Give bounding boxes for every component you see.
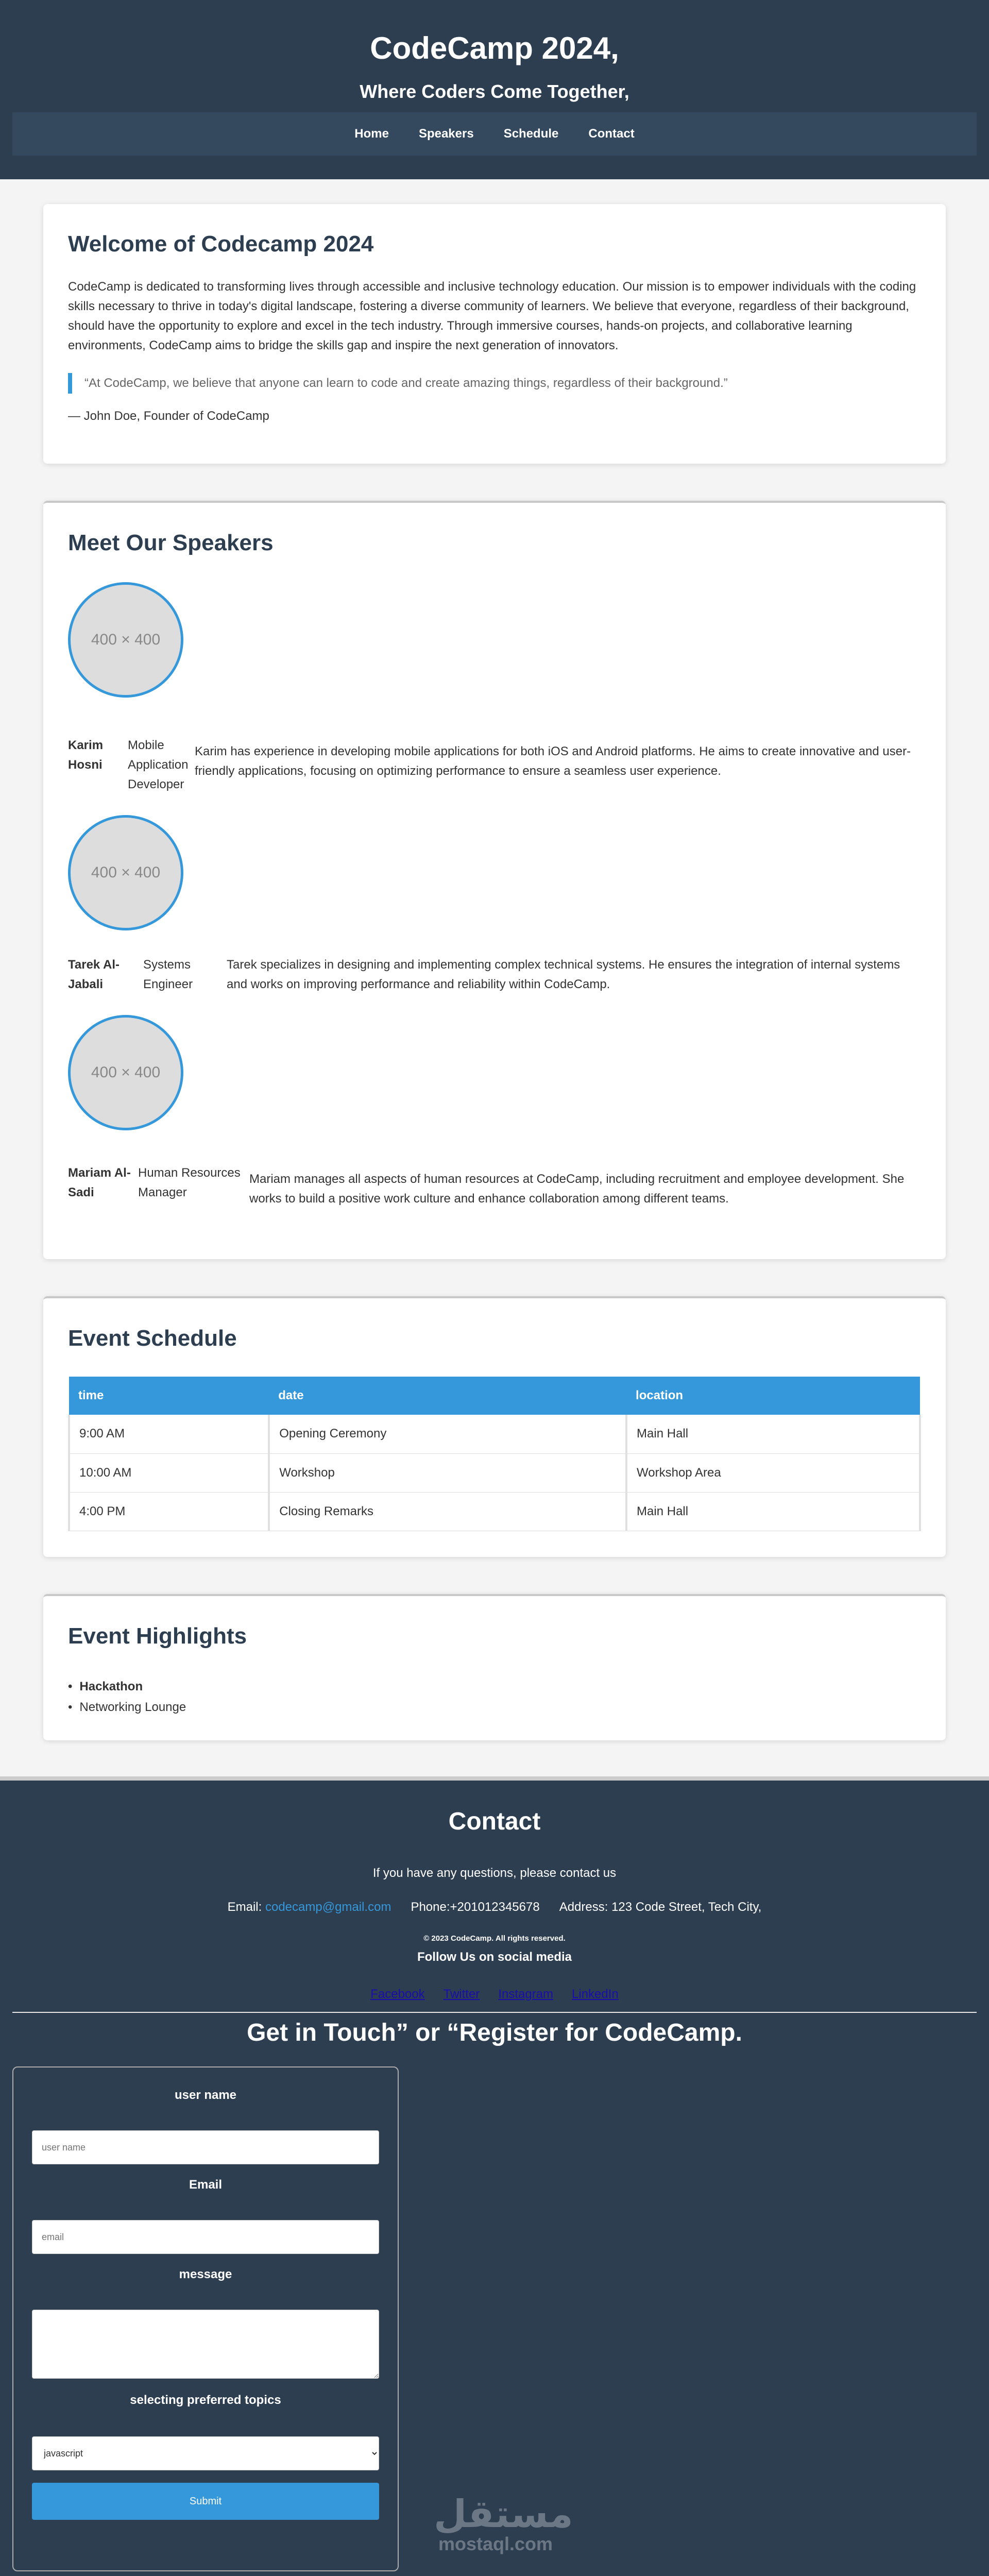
social-links [0, 1987, 989, 2002]
contact-title: Contact [448, 1808, 541, 1835]
column-header-date: date [269, 1377, 626, 1415]
highlights-section [43, 1594, 946, 1740]
site-title: CodeCamp 2024, [370, 31, 619, 65]
table-cell: Opening Ceremony [269, 1415, 626, 1453]
nav-contact[interactable]: Contact [588, 127, 635, 141]
social-link-instagram[interactable]: Instagram [498, 1987, 554, 2001]
registration-form [12, 2066, 399, 2571]
table-header-row [69, 1377, 920, 1415]
address-info: Address: 123 Code Street, Tech City, [559, 1900, 762, 1914]
nav-speakers[interactable]: Speakers [418, 127, 474, 141]
speaker-bio: Karim has experience in developing mobile applications for both iOS and Android platforms. He aims to create innovative and user-friendly applications, focusing on optimizing performance to ensure a seamless user experience. [195, 744, 911, 778]
speaker-role: Mobile Application Developer [128, 738, 189, 791]
speaker-role: Human Resources Manager [138, 1166, 241, 1199]
speaker-info [68, 736, 921, 794]
speaker-info [68, 955, 921, 994]
social-link-twitter[interactable]: Twitter [443, 1987, 480, 2001]
column-header-time: time [69, 1377, 269, 1415]
table-cell: 4:00 PM [69, 1492, 269, 1531]
main-content [0, 179, 989, 1740]
highlights-title: Event Highlights [68, 1623, 247, 1649]
schedule-section [43, 1296, 946, 1557]
list-item: • Hackathon [68, 1676, 921, 1697]
highlights-list [68, 1676, 921, 1718]
social-link-linkedin[interactable]: LinkedIn [572, 1987, 619, 2001]
table-row [69, 1415, 920, 1453]
list-item: • Networking Lounge [68, 1697, 921, 1718]
speakers-title: Meet Our Speakers [68, 530, 274, 555]
speaker-bio: Tarek specializes in designing and implementing complex technical systems. He ensures the integration of internal systems and works on improving performance and reliability within CodeCamp. [227, 958, 900, 991]
table-cell: Closing Remarks [269, 1492, 626, 1531]
about-title: Welcome of Codecamp 2024 [68, 231, 374, 257]
quote-author: — John Doe, Founder of CodeCamp [68, 409, 269, 423]
site-header [0, 0, 989, 179]
email-info [228, 1900, 391, 1914]
username-label: user name [174, 2088, 237, 2102]
about-section [43, 204, 946, 464]
watermark-latin: mostaql.com [438, 2533, 553, 2554]
table-cell: 9:00 AM [69, 1415, 269, 1453]
table-row [69, 1492, 920, 1531]
site-subtitle: Where Coders Come Together, [360, 81, 629, 102]
topics-label: selecting preferred topics [130, 2393, 281, 2407]
table-cell: Main Hall [626, 1492, 920, 1531]
contact-details [0, 1900, 989, 1914]
photo-placeholder-label: 400 × 400 [91, 1064, 161, 1081]
table-cell: Main Hall [626, 1415, 920, 1453]
copyright-text: © 2023 CodeCamp. All rights reserved. [423, 1934, 566, 1943]
speaker-name: Karim Hosni [68, 738, 104, 772]
speaker-photo [68, 1015, 183, 1130]
email-link[interactable]: codecamp@gmail.com [265, 1900, 391, 1914]
photo-placeholder-label: 400 × 400 [91, 864, 161, 881]
photo-placeholder-label: 400 × 400 [91, 631, 161, 648]
watermark-arabic: مستقل [434, 2492, 573, 2536]
table-cell: 10:00 AM [69, 1453, 269, 1492]
nav-schedule[interactable]: Schedule [503, 127, 559, 141]
register-title: Get in Touch” or “Register for CodeCamp. [247, 2019, 742, 2046]
speaker-bio: Mariam manages all aspects of human resources at CodeCamp, including recruitment and employee development. She works to build a positive work culture and enhance collaboration among different teams. [249, 1172, 905, 1206]
speaker-photo [68, 582, 183, 698]
email-input[interactable] [32, 2220, 379, 2254]
table-cell: Workshop [269, 1453, 626, 1492]
speaker-card [68, 815, 921, 994]
speaker-name: Tarek Al-Jabali [68, 958, 120, 991]
speaker-name: Mariam Al-Sadi [68, 1166, 131, 1199]
email-label: Email [189, 2178, 223, 2192]
email-label: Email: [227, 1900, 262, 1914]
message-label: message [179, 2267, 232, 2281]
site-footer [0, 1776, 989, 2576]
username-input[interactable] [32, 2130, 379, 2164]
footer-divider [12, 2012, 977, 2013]
speaker-card [68, 1015, 921, 1209]
topics-select[interactable] [32, 2436, 379, 2470]
speaker-info [68, 1163, 921, 1209]
speaker-card [68, 582, 921, 794]
main-nav [12, 112, 977, 156]
table-row [69, 1453, 920, 1492]
contact-intro: If you have any questions, please contact us [372, 1866, 617, 1880]
table-cell: Workshop Area [626, 1453, 920, 1492]
speaker-photo [68, 815, 183, 930]
mostaql-watermark-logo [434, 2492, 573, 2556]
schedule-table [68, 1377, 921, 1531]
schedule-title: Event Schedule [68, 1326, 237, 1351]
column-header-location: location [626, 1377, 920, 1415]
speaker-role: Systems Engineer [143, 958, 193, 991]
social-link-facebook[interactable]: Facebook [370, 1987, 425, 2001]
mission-text: CodeCamp is dedicated to transforming lives through accessible and inclusive technology education. Our mission is to empower individuals with the coding skills necessary to thrive in today's digital landscape, fostering a diverse community of learners. We believe that everyone, regardless of their background, should have the opportunity to explore and excel in the tech industry. Through immersive courses, hands-on projects, and collaborative learning environments, CodeCamp aims to bridge the skills gap and inspire the next generation of innovators. [68, 280, 916, 352]
nav-home[interactable]: Home [354, 127, 389, 141]
speakers-section [43, 501, 946, 1259]
message-textarea[interactable] [32, 2310, 379, 2379]
follow-heading: Follow Us on social media [417, 1950, 572, 1964]
phone-info: Phone:+201012345678 [411, 1900, 540, 1914]
founder-quote: “At CodeCamp, we believe that anyone can learn to code and create amazing things, regardless of their background.” [68, 373, 921, 394]
submit-button[interactable]: Submit [32, 2483, 379, 2520]
